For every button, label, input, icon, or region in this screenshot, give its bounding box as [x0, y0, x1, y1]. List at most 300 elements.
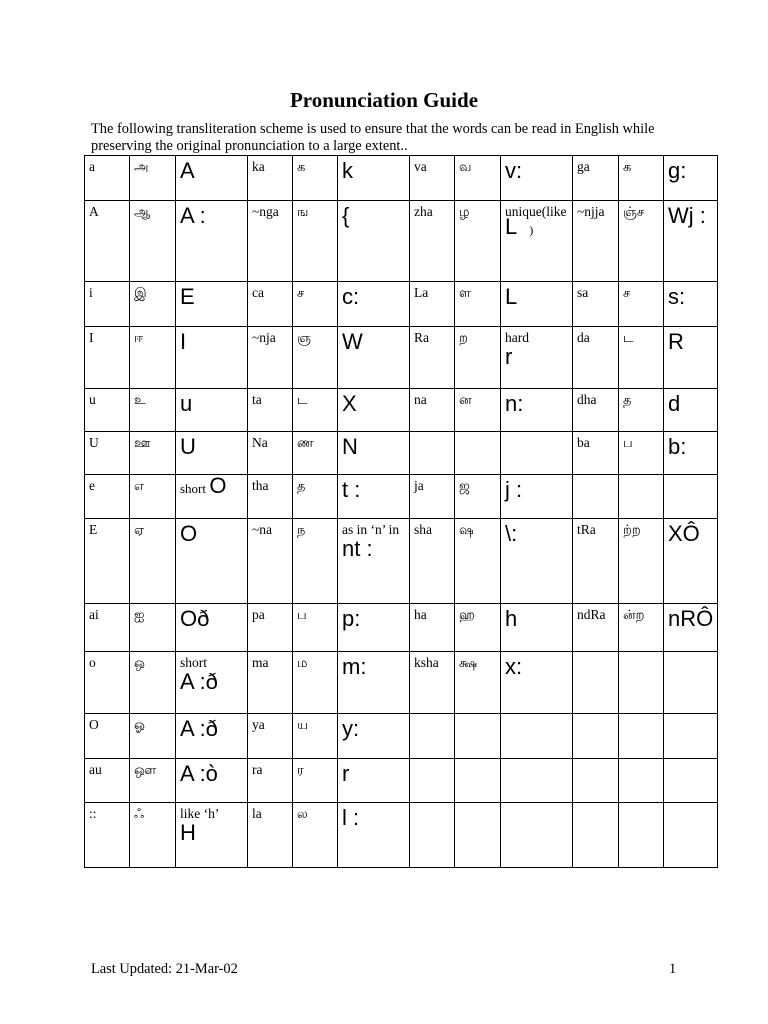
cell-tamil-r1-c11 — [619, 156, 664, 201]
cell-roman-r6-c1 — [85, 432, 130, 475]
tamil-glyph: ன — [459, 393, 472, 408]
roman-text: ndRa — [577, 607, 606, 622]
font-glyph: X — [342, 391, 357, 416]
tamil-glyph: த — [297, 479, 306, 494]
table-row — [85, 519, 718, 604]
cell-roman-r12-c10 — [573, 759, 619, 803]
cell-roman-r13-c1 — [85, 803, 130, 868]
font-glyph: H — [180, 820, 196, 845]
cell-font-r10-c3 — [176, 652, 248, 714]
roman-text: ta — [252, 392, 262, 407]
cell-font-r9-c3 — [176, 604, 248, 652]
roman-text: E — [89, 522, 98, 537]
cell-font-r11-c3 — [176, 714, 248, 759]
roman-text: pa — [252, 607, 265, 622]
cell-font-r13-c9 — [501, 803, 573, 868]
cell-roman-r13-c10 — [573, 803, 619, 868]
cell-font-r3-c6 — [338, 282, 410, 327]
font-glyph: A :ð — [180, 669, 218, 694]
tamil-glyph: ஹ — [459, 608, 475, 623]
cell-font-r9-c9 — [501, 604, 573, 652]
roman-text: tRa — [577, 522, 596, 537]
font-glyph: A :ð — [180, 716, 218, 741]
cell-roman-r1-c4 — [248, 156, 293, 201]
tamil-glyph: ய — [297, 718, 309, 733]
tamil-glyph: ஃ — [134, 807, 145, 822]
tamil-glyph: வ — [459, 160, 472, 175]
cell-font-r8-c3 — [176, 519, 248, 604]
tamil-glyph: ட — [623, 331, 634, 346]
cell-tamil-r7-c8 — [455, 475, 501, 519]
roman-text: ~njja — [577, 204, 605, 219]
tamil-glyph: ஞ — [297, 331, 311, 346]
font-glyph: U — [180, 434, 196, 459]
cell-tamil-r8-c2 — [130, 519, 176, 604]
cell-roman-r7-c10 — [573, 475, 619, 519]
font-glyph: \: — [505, 521, 518, 546]
cell-font-r8-c6 — [338, 519, 410, 604]
cell-tamil-r10-c8 — [455, 652, 501, 714]
cell-roman-r3-c1 — [85, 282, 130, 327]
cell-tamil-r13-c2 — [130, 803, 176, 868]
cell-font-r13-c3 — [176, 803, 248, 868]
cell-tamil-r9-c5 — [293, 604, 338, 652]
cell-font-r11-c9 — [501, 714, 573, 759]
cell-font-r12-c3 — [176, 759, 248, 803]
cell-tamil-r10-c2 — [130, 652, 176, 714]
roman-text: I — [89, 330, 94, 345]
cell-font-r1-c3 — [176, 156, 248, 201]
roman-text: Ra — [414, 330, 429, 345]
cell-tamil-r8-c11 — [619, 519, 664, 604]
font-glyph: R — [668, 329, 684, 354]
tamil-glyph: ல — [297, 807, 308, 822]
font-glyph: r — [505, 344, 513, 369]
cell-roman-r5-c4 — [248, 389, 293, 432]
font-glyph: nRÔ — [668, 606, 714, 631]
font-glyph: A :ò — [180, 761, 218, 786]
tamil-glyph: ஷ — [459, 523, 474, 538]
cell-font-r5-c3 — [176, 389, 248, 432]
table-row — [85, 714, 718, 759]
table-row — [85, 156, 718, 201]
cell-roman-r2-c10 — [573, 201, 619, 282]
tamil-glyph: ஊ — [134, 436, 151, 451]
roman-text: A — [89, 204, 99, 219]
cell-roman-r5-c7 — [410, 389, 455, 432]
cell-font-r11-c6 — [338, 714, 410, 759]
roman-text: ga — [577, 159, 590, 174]
roman-text: o — [89, 655, 96, 670]
font-glyph: k — [342, 158, 353, 183]
roman-text: tha — [252, 478, 269, 493]
cell-roman-r4-c7 — [410, 327, 455, 389]
tamil-glyph: இ — [134, 286, 147, 301]
cell-font-r4-c9 — [501, 327, 573, 389]
cell-tamil-r2-c2 — [130, 201, 176, 282]
cell-roman-r8-c1 — [85, 519, 130, 604]
table-row — [85, 652, 718, 714]
cell-tamil-r3-c5 — [293, 282, 338, 327]
tamil-glyph: ஈ — [134, 331, 144, 346]
cell-roman-r5-c10 — [573, 389, 619, 432]
cell-roman-r9-c1 — [85, 604, 130, 652]
roman-text: ya — [252, 717, 265, 732]
cell-tamil-r3-c2 — [130, 282, 176, 327]
cell-font-r6-c6 — [338, 432, 410, 475]
font-glyph: n: — [505, 391, 524, 416]
cell-font-r12-c12 — [664, 759, 718, 803]
cell-tamil-r2-c5 — [293, 201, 338, 282]
tamil-glyph: ள — [459, 286, 471, 301]
cell-font-r6-c12 — [664, 432, 718, 475]
roman-text: ksha — [414, 655, 439, 670]
roman-text: dha — [577, 392, 597, 407]
cell-font-r7-c9 — [501, 475, 573, 519]
tamil-glyph: ப — [297, 608, 307, 623]
cell-tamil-r6-c5 — [293, 432, 338, 475]
tamil-glyph: ர — [297, 763, 304, 778]
cell-roman-r11-c1 — [85, 714, 130, 759]
font-glyph: h — [505, 606, 518, 631]
cell-font-r5-c9 — [501, 389, 573, 432]
roman-text: :: — [89, 806, 97, 821]
cell-roman-r4-c1 — [85, 327, 130, 389]
font-glyph: d — [668, 391, 681, 416]
note-paren: ) — [529, 223, 534, 237]
font-glyph: A : — [180, 203, 206, 228]
font-glyph: I — [180, 329, 187, 354]
page-number: 1 — [669, 961, 677, 977]
cell-font-r7-c12 — [664, 475, 718, 519]
tamil-glyph: ங — [297, 205, 309, 220]
table-row — [85, 803, 718, 868]
tamil-glyph: ஞ்ச — [623, 205, 645, 220]
roman-text: na — [414, 392, 427, 407]
cell-roman-r11-c10 — [573, 714, 619, 759]
cell-tamil-r5-c8 — [455, 389, 501, 432]
table-row — [85, 282, 718, 327]
cell-roman-r11-c7 — [410, 714, 455, 759]
font-glyph: v: — [505, 158, 523, 183]
cell-font-r4-c6 — [338, 327, 410, 389]
roman-text: ha — [414, 607, 427, 622]
cell-roman-r4-c10 — [573, 327, 619, 389]
cell-tamil-r12-c2 — [130, 759, 176, 803]
cell-roman-r11-c4 — [248, 714, 293, 759]
font-glyph: Wj : — [668, 203, 706, 228]
cell-font-r2-c3 — [176, 201, 248, 282]
roman-text: ma — [252, 655, 269, 670]
note-text: hard — [505, 330, 529, 345]
cell-roman-r10-c1 — [85, 652, 130, 714]
tamil-glyph: க — [297, 160, 306, 175]
last-updated: Last Updated: 21-Mar-02 — [91, 961, 238, 977]
roman-text: au — [89, 762, 102, 777]
cell-tamil-r10-c11 — [619, 652, 664, 714]
cell-tamil-r11-c2 — [130, 714, 176, 759]
cell-roman-r9-c4 — [248, 604, 293, 652]
roman-text: La — [414, 285, 429, 300]
note-text: like ‘h’ — [180, 806, 220, 821]
cell-roman-r9-c7 — [410, 604, 455, 652]
cell-tamil-r11-c5 — [293, 714, 338, 759]
cell-roman-r7-c4 — [248, 475, 293, 519]
font-glyph: m: — [342, 654, 367, 679]
cell-font-r12-c9 — [501, 759, 573, 803]
cell-tamil-r13-c11 — [619, 803, 664, 868]
cell-roman-r6-c7 — [410, 432, 455, 475]
roman-text: O — [89, 717, 99, 732]
cell-tamil-r1-c5 — [293, 156, 338, 201]
cell-font-r5-c12 — [664, 389, 718, 432]
roman-text: sa — [577, 285, 589, 300]
cell-font-r13-c6 — [338, 803, 410, 868]
table-row — [85, 389, 718, 432]
cell-tamil-r8-c8 — [455, 519, 501, 604]
cell-tamil-r2-c8 — [455, 201, 501, 282]
cell-roman-r9-c10 — [573, 604, 619, 652]
note-text: as in ‘n’ in — [342, 522, 400, 537]
tamil-glyph: எ — [134, 479, 145, 494]
font-glyph: O — [209, 474, 227, 498]
cell-roman-r7-c1 — [85, 475, 130, 519]
font-glyph: { — [342, 203, 350, 228]
cell-roman-r13-c7 — [410, 803, 455, 868]
tamil-glyph: ண — [297, 436, 314, 451]
cell-tamil-r5-c2 — [130, 389, 176, 432]
cell-tamil-r11-c8 — [455, 714, 501, 759]
cell-font-r1-c6 — [338, 156, 410, 201]
table-row — [85, 432, 718, 475]
cell-font-r7-c6 — [338, 475, 410, 519]
tamil-glyph: ற — [459, 331, 468, 346]
tamil-glyph: ஏ — [134, 523, 145, 538]
cell-roman-r12-c7 — [410, 759, 455, 803]
table-row — [85, 759, 718, 803]
cell-font-r3-c9 — [501, 282, 573, 327]
cell-font-r2-c12 — [664, 201, 718, 282]
cell-font-r10-c9 — [501, 652, 573, 714]
cell-roman-r3-c10 — [573, 282, 619, 327]
tamil-glyph: ட — [297, 393, 308, 408]
tamil-glyph: அ — [134, 160, 149, 175]
cell-tamil-r6-c2 — [130, 432, 176, 475]
roman-text: ca — [252, 285, 264, 300]
font-glyph: W — [342, 329, 363, 354]
cell-font-r13-c12 — [664, 803, 718, 868]
roman-text: la — [252, 806, 262, 821]
cell-font-r6-c3 — [176, 432, 248, 475]
roman-text: i — [89, 285, 93, 300]
cell-roman-r10-c7 — [410, 652, 455, 714]
cell-font-r10-c6 — [338, 652, 410, 714]
roman-text: va — [414, 159, 427, 174]
cell-tamil-r7-c11 — [619, 475, 664, 519]
tamil-glyph: ழ — [459, 205, 470, 220]
cell-tamil-r6-c8 — [455, 432, 501, 475]
cell-roman-r8-c7 — [410, 519, 455, 604]
roman-text: ai — [89, 607, 99, 622]
tamil-glyph: ஒ — [134, 656, 145, 671]
cell-roman-r1-c10 — [573, 156, 619, 201]
cell-tamil-r6-c11 — [619, 432, 664, 475]
cell-roman-r1-c1 — [85, 156, 130, 201]
tamil-glyph: ச — [297, 286, 305, 301]
pronunciation-table — [84, 155, 718, 868]
font-glyph: x: — [505, 654, 523, 679]
font-glyph: N — [342, 434, 358, 459]
cell-font-r2-c9 — [501, 201, 573, 282]
font-glyph: L — [505, 284, 518, 309]
tamil-glyph: ஆ — [134, 205, 151, 220]
cell-tamil-r9-c11 — [619, 604, 664, 652]
tamil-glyph: ற்ற — [623, 523, 641, 538]
font-glyph: t : — [342, 477, 361, 502]
cell-font-r8-c9 — [501, 519, 573, 604]
roman-text: e — [89, 478, 95, 493]
cell-roman-r7-c7 — [410, 475, 455, 519]
tamil-glyph: த — [623, 393, 632, 408]
font-glyph: XÔ — [668, 521, 700, 546]
cell-font-r4-c12 — [664, 327, 718, 389]
cell-roman-r4-c4 — [248, 327, 293, 389]
cell-font-r8-c12 — [664, 519, 718, 604]
roman-text: ~nga — [252, 204, 279, 219]
intro-paragraph: The following transliteration scheme is used to ensure that the words can be read in English while preserving the original pronunciation to a large extent.. — [91, 121, 655, 154]
tamil-glyph: ம — [297, 656, 308, 671]
font-glyph: p: — [342, 606, 361, 631]
table-row — [85, 201, 718, 282]
cell-tamil-r2-c11 — [619, 201, 664, 282]
roman-text: Na — [252, 435, 268, 450]
cell-tamil-r3-c8 — [455, 282, 501, 327]
cell-font-r1-c12 — [664, 156, 718, 201]
cell-font-r2-c6 — [338, 201, 410, 282]
cell-font-r7-c3 — [176, 475, 248, 519]
tamil-glyph: ஜ — [459, 479, 470, 494]
tamil-glyph: ச — [623, 286, 631, 301]
roman-text: u — [89, 392, 96, 407]
font-glyph: L — [505, 214, 518, 239]
cell-roman-r6-c10 — [573, 432, 619, 475]
cell-tamil-r3-c11 — [619, 282, 664, 327]
font-glyph: Oð — [180, 606, 210, 631]
cell-roman-r10-c4 — [248, 652, 293, 714]
cell-roman-r6-c4 — [248, 432, 293, 475]
cell-tamil-r12-c8 — [455, 759, 501, 803]
cell-tamil-r9-c2 — [130, 604, 176, 652]
cell-roman-r8-c10 — [573, 519, 619, 604]
cell-tamil-r13-c8 — [455, 803, 501, 868]
tamil-glyph: க்ஷ — [459, 656, 478, 671]
cell-tamil-r13-c5 — [293, 803, 338, 868]
font-glyph: s: — [668, 284, 686, 309]
cell-font-r3-c3 — [176, 282, 248, 327]
cell-font-r11-c12 — [664, 714, 718, 759]
cell-font-r10-c12 — [664, 652, 718, 714]
table-row — [85, 604, 718, 652]
cell-tamil-r9-c8 — [455, 604, 501, 652]
roman-text: da — [577, 330, 590, 345]
font-glyph: u — [180, 391, 193, 416]
font-glyph: c: — [342, 284, 360, 309]
cell-roman-r2-c4 — [248, 201, 293, 282]
tamil-glyph: ந — [297, 523, 306, 538]
cell-roman-r12-c4 — [248, 759, 293, 803]
tamil-glyph: உ — [134, 393, 146, 408]
roman-text: ra — [252, 762, 263, 777]
cell-tamil-r8-c5 — [293, 519, 338, 604]
cell-roman-r10-c10 — [573, 652, 619, 714]
cell-roman-r5-c1 — [85, 389, 130, 432]
roman-text: ~nja — [252, 330, 276, 345]
cell-tamil-r11-c11 — [619, 714, 664, 759]
font-glyph: y: — [342, 716, 360, 741]
roman-text: sha — [414, 522, 432, 537]
cell-roman-r12-c1 — [85, 759, 130, 803]
cell-tamil-r4-c11 — [619, 327, 664, 389]
cell-tamil-r10-c5 — [293, 652, 338, 714]
tamil-glyph: ஓ — [134, 718, 145, 733]
cell-roman-r1-c7 — [410, 156, 455, 201]
cell-font-r3-c12 — [664, 282, 718, 327]
tamil-glyph: க — [623, 160, 632, 175]
cell-font-r5-c6 — [338, 389, 410, 432]
cell-font-r12-c6 — [338, 759, 410, 803]
tamil-glyph: ப — [623, 436, 633, 451]
cell-font-r9-c6 — [338, 604, 410, 652]
cell-roman-r2-c7 — [410, 201, 455, 282]
note-text: short — [180, 481, 206, 496]
roman-text: ba — [577, 435, 590, 450]
font-glyph: A — [180, 158, 195, 183]
font-glyph: g: — [668, 158, 687, 183]
cell-tamil-r5-c11 — [619, 389, 664, 432]
cell-font-r4-c3 — [176, 327, 248, 389]
cell-roman-r13-c4 — [248, 803, 293, 868]
font-glyph: b: — [668, 434, 687, 459]
tamil-glyph: ஔ — [134, 763, 157, 778]
note-text: short — [180, 655, 207, 670]
font-glyph: nt : — [342, 536, 373, 561]
cell-tamil-r1-c8 — [455, 156, 501, 201]
table-row — [85, 327, 718, 389]
tamil-glyph: ன்ற — [623, 608, 645, 623]
tamil-glyph: ஐ — [134, 608, 145, 623]
roman-text: a — [89, 159, 95, 174]
cell-font-r6-c9 — [501, 432, 573, 475]
cell-tamil-r12-c11 — [619, 759, 664, 803]
roman-text: ja — [414, 478, 424, 493]
roman-text: U — [89, 435, 99, 450]
cell-font-r9-c12 — [664, 604, 718, 652]
cell-tamil-r1-c2 — [130, 156, 176, 201]
cell-roman-r8-c4 — [248, 519, 293, 604]
cell-roman-r2-c1 — [85, 201, 130, 282]
font-glyph: O — [180, 521, 198, 546]
cell-tamil-r7-c2 — [130, 475, 176, 519]
font-glyph: r — [342, 761, 350, 786]
cell-roman-r3-c4 — [248, 282, 293, 327]
page-title: Pronunciation Guide — [289, 88, 479, 112]
font-glyph: l : — [342, 805, 360, 830]
cell-tamil-r5-c5 — [293, 389, 338, 432]
cell-tamil-r4-c5 — [293, 327, 338, 389]
cell-tamil-r4-c8 — [455, 327, 501, 389]
cell-roman-r3-c7 — [410, 282, 455, 327]
font-glyph: j : — [505, 477, 523, 502]
